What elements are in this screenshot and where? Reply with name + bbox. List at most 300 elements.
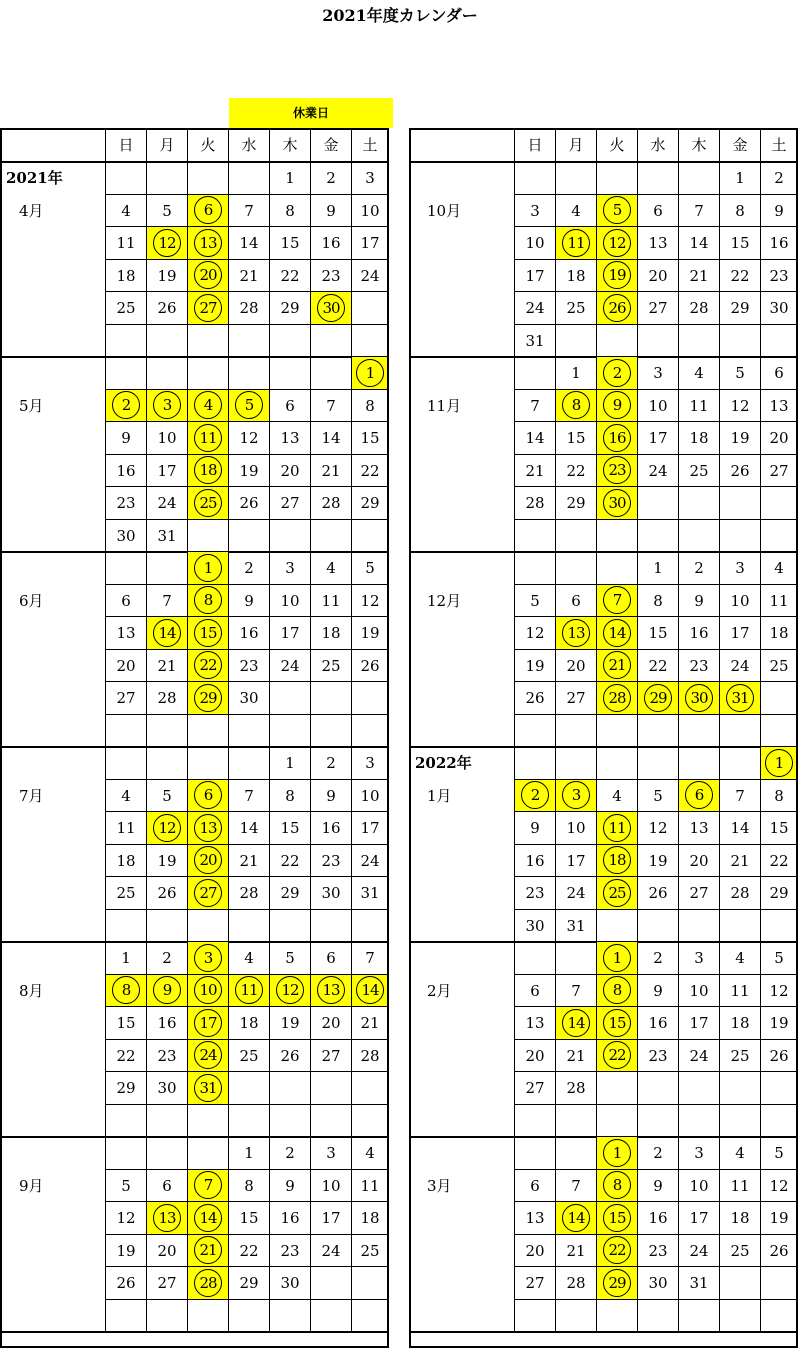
day-cell xyxy=(761,715,798,748)
holiday-day-cell xyxy=(188,487,229,520)
date: 10 xyxy=(525,234,545,252)
day-cell xyxy=(679,812,720,845)
date: 14 xyxy=(239,819,259,837)
day-cell xyxy=(720,1040,761,1073)
day-cell xyxy=(720,1235,761,1268)
month-label: 6月 xyxy=(19,591,44,610)
holiday-date: 14 xyxy=(153,619,181,647)
day-cell xyxy=(106,1040,147,1073)
holiday-date: 18 xyxy=(194,456,222,484)
date: 2 xyxy=(694,559,704,577)
day-cell xyxy=(556,552,597,585)
holiday-day-cell xyxy=(188,617,229,650)
holiday-date: 3 xyxy=(194,944,222,972)
date: 2 xyxy=(326,169,336,187)
day-cell xyxy=(761,520,798,553)
day-cell xyxy=(147,1105,188,1138)
day-cell xyxy=(352,845,389,878)
weekday-header: 土 xyxy=(761,128,798,162)
date: 22 xyxy=(730,266,750,285)
day-cell xyxy=(556,845,597,878)
date: 22 xyxy=(280,851,300,870)
date: 10 xyxy=(730,591,750,610)
holiday-date: 27 xyxy=(194,879,222,907)
day-cell xyxy=(679,942,720,975)
day-cell xyxy=(352,1007,389,1040)
day-cell xyxy=(147,585,188,618)
holiday-day-cell xyxy=(188,1040,229,1073)
day-cell xyxy=(352,1235,389,1268)
date: 6 xyxy=(653,201,663,220)
day-cell xyxy=(761,487,798,520)
holiday-date: 25 xyxy=(603,879,631,907)
day-cell xyxy=(229,1040,270,1073)
holiday-date: 2 xyxy=(603,359,631,387)
date: 3 xyxy=(285,559,295,577)
date: 29 xyxy=(116,1079,136,1097)
day-cell xyxy=(270,325,311,358)
day-cell xyxy=(761,617,798,650)
holiday-day-cell xyxy=(597,845,638,878)
month-label-cell xyxy=(409,162,515,357)
date: 6 xyxy=(530,1176,540,1195)
day-cell xyxy=(638,552,679,585)
month-label: 10月 xyxy=(427,201,462,220)
date: 27 xyxy=(321,1046,341,1065)
day-cell xyxy=(270,942,311,975)
date: 18 xyxy=(689,429,709,447)
day-cell xyxy=(352,1267,389,1300)
date: 23 xyxy=(648,1241,668,1260)
day-cell xyxy=(311,682,352,715)
day-cell xyxy=(720,1170,761,1203)
month-label-cell xyxy=(0,747,106,942)
day-cell xyxy=(229,1235,270,1268)
day-cell xyxy=(515,195,556,228)
date: 22 xyxy=(239,1241,259,1260)
date: 18 xyxy=(360,1209,380,1227)
day-cell xyxy=(147,650,188,683)
day-cell xyxy=(515,1202,556,1235)
day-cell xyxy=(720,650,761,683)
holiday-day-cell xyxy=(597,195,638,228)
holiday-legend: 休業日 xyxy=(229,98,393,128)
day-cell xyxy=(352,650,389,683)
date: 18 xyxy=(321,624,341,642)
holiday-date: 14 xyxy=(562,1204,590,1232)
month-label-cell xyxy=(409,747,515,942)
date: 25 xyxy=(689,461,709,480)
holiday-day-cell xyxy=(188,1170,229,1203)
holiday-day-cell xyxy=(188,1202,229,1235)
day-cell xyxy=(352,292,389,325)
date: 29 xyxy=(769,884,789,902)
date: 27 xyxy=(116,689,136,707)
holiday-date: 14 xyxy=(562,1009,590,1037)
day-cell xyxy=(229,1300,270,1333)
year-label: 2021年 xyxy=(6,169,63,187)
date: 15 xyxy=(280,234,300,252)
day-cell xyxy=(638,195,679,228)
day-cell xyxy=(106,877,147,910)
month-label: 7月 xyxy=(19,786,44,805)
date: 27 xyxy=(648,299,668,317)
date: 23 xyxy=(321,266,341,285)
date: 31 xyxy=(689,1274,709,1292)
date: 2 xyxy=(653,949,663,967)
month-label: 5月 xyxy=(19,396,44,415)
day-cell xyxy=(515,422,556,455)
holiday-date: 12 xyxy=(276,976,304,1004)
day-cell xyxy=(679,975,720,1008)
date: 20 xyxy=(525,1241,545,1260)
date: 10 xyxy=(280,591,300,610)
date: 31 xyxy=(360,884,380,902)
holiday-date: 28 xyxy=(603,684,631,712)
day-cell xyxy=(597,1300,638,1333)
holiday-day-cell xyxy=(147,390,188,423)
date: 15 xyxy=(360,429,380,447)
day-cell xyxy=(679,650,720,683)
day-cell xyxy=(311,357,352,390)
day-cell xyxy=(720,845,761,878)
holiday-day-cell xyxy=(270,975,311,1008)
weekday-header: 金 xyxy=(311,128,352,162)
day-cell xyxy=(106,292,147,325)
holiday-day-cell xyxy=(679,780,720,813)
date: 8 xyxy=(365,396,375,415)
day-cell xyxy=(352,1040,389,1073)
date: 10 xyxy=(360,201,380,220)
holiday-day-cell xyxy=(556,617,597,650)
weekday-header: 金 xyxy=(720,128,761,162)
day-cell xyxy=(720,747,761,780)
day-cell xyxy=(556,1040,597,1073)
day-cell xyxy=(147,845,188,878)
day-cell xyxy=(761,975,798,1008)
date: 18 xyxy=(239,1014,259,1032)
weekday-header: 木 xyxy=(679,128,720,162)
date: 28 xyxy=(239,884,259,902)
day-cell xyxy=(679,487,720,520)
date: 17 xyxy=(648,429,668,447)
day-cell xyxy=(556,455,597,488)
date: 30 xyxy=(525,916,545,935)
date: 10 xyxy=(360,786,380,805)
day-cell xyxy=(270,390,311,423)
date: 10 xyxy=(566,819,586,837)
day-cell xyxy=(761,1137,798,1170)
day-cell xyxy=(515,715,556,748)
day-cell xyxy=(597,162,638,195)
day-cell xyxy=(270,520,311,553)
date: 7 xyxy=(571,1176,581,1195)
day-cell xyxy=(229,162,270,195)
day-cell xyxy=(147,780,188,813)
day-cell xyxy=(515,390,556,423)
day-cell xyxy=(556,422,597,455)
date: 24 xyxy=(566,884,586,902)
day-cell xyxy=(515,325,556,358)
holiday-date: 23 xyxy=(603,456,631,484)
date: 19 xyxy=(769,1209,789,1227)
day-cell xyxy=(311,455,352,488)
holiday-day-cell xyxy=(515,780,556,813)
date: 5 xyxy=(365,559,375,577)
date: 19 xyxy=(280,1014,300,1032)
day-cell xyxy=(720,942,761,975)
holiday-day-cell xyxy=(188,877,229,910)
day-cell xyxy=(311,1072,352,1105)
day-cell xyxy=(311,487,352,520)
holiday-day-cell xyxy=(147,812,188,845)
day-cell xyxy=(352,942,389,975)
date: 6 xyxy=(162,1176,172,1195)
holiday-date: 11 xyxy=(235,976,263,1004)
holiday-date: 3 xyxy=(153,391,181,419)
day-cell xyxy=(679,1235,720,1268)
date: 20 xyxy=(321,1014,341,1032)
day-cell xyxy=(638,1202,679,1235)
day-cell xyxy=(229,455,270,488)
day-cell xyxy=(270,1170,311,1203)
day-cell xyxy=(229,422,270,455)
date: 24 xyxy=(525,299,545,317)
date: 12 xyxy=(730,396,750,415)
day-cell xyxy=(270,1267,311,1300)
day-cell xyxy=(352,487,389,520)
date: 3 xyxy=(365,169,375,187)
day-cell xyxy=(106,487,147,520)
date: 30 xyxy=(116,526,136,545)
day-cell xyxy=(270,227,311,260)
day-cell xyxy=(311,422,352,455)
month-label: 2月 xyxy=(427,981,452,1000)
date: 28 xyxy=(566,1079,586,1097)
day-cell xyxy=(515,487,556,520)
day-cell xyxy=(761,585,798,618)
holiday-date: 12 xyxy=(153,814,181,842)
date: 19 xyxy=(648,851,668,870)
date: 26 xyxy=(157,299,177,317)
holiday-day-cell xyxy=(597,1267,638,1300)
day-cell xyxy=(147,877,188,910)
date: 16 xyxy=(239,624,259,642)
date: 7 xyxy=(244,201,254,220)
day-cell xyxy=(761,780,798,813)
month-label: 11月 xyxy=(427,396,462,415)
day-cell xyxy=(106,325,147,358)
date: 19 xyxy=(769,1014,789,1032)
day-cell xyxy=(556,1300,597,1333)
month-label-cell xyxy=(0,357,106,552)
day-cell xyxy=(229,1007,270,1040)
date: 15 xyxy=(566,429,586,447)
day-cell xyxy=(106,195,147,228)
date: 15 xyxy=(648,624,668,642)
holiday-date: 12 xyxy=(153,229,181,257)
day-cell xyxy=(761,1202,798,1235)
date: 3 xyxy=(530,201,540,220)
day-cell xyxy=(270,812,311,845)
day-cell xyxy=(106,1105,147,1138)
day-cell xyxy=(270,747,311,780)
date: 11 xyxy=(321,591,341,610)
day-cell xyxy=(352,520,389,553)
date: 10 xyxy=(689,981,709,1000)
day-cell xyxy=(352,780,389,813)
day-cell xyxy=(188,1137,229,1170)
date: 6 xyxy=(326,949,336,967)
date: 26 xyxy=(730,461,750,480)
day-cell xyxy=(720,162,761,195)
date: 29 xyxy=(280,884,300,902)
date: 26 xyxy=(157,884,177,902)
date: 4 xyxy=(121,786,131,805)
day-cell xyxy=(515,227,556,260)
holiday-date: 13 xyxy=(194,814,222,842)
day-cell xyxy=(515,1170,556,1203)
date: 27 xyxy=(525,1274,545,1292)
holiday-day-cell xyxy=(188,585,229,618)
date: 6 xyxy=(285,396,295,415)
date: 30 xyxy=(769,299,789,317)
day-cell xyxy=(515,1040,556,1073)
date: 5 xyxy=(162,786,172,805)
day-cell xyxy=(720,195,761,228)
holiday-date: 9 xyxy=(153,976,181,1004)
date: 12 xyxy=(525,624,545,642)
day-cell xyxy=(352,812,389,845)
day-cell xyxy=(679,1137,720,1170)
holiday-day-cell xyxy=(188,455,229,488)
holiday-day-cell xyxy=(597,1007,638,1040)
day-cell xyxy=(679,455,720,488)
day-cell xyxy=(270,357,311,390)
day-cell xyxy=(106,1235,147,1268)
day-cell xyxy=(270,682,311,715)
day-cell xyxy=(638,390,679,423)
day-cell xyxy=(352,617,389,650)
holiday-day-cell xyxy=(720,682,761,715)
day-cell xyxy=(556,747,597,780)
date: 1 xyxy=(285,169,295,187)
date: 4 xyxy=(612,786,622,805)
day-cell xyxy=(270,195,311,228)
day-cell xyxy=(720,1267,761,1300)
day-cell xyxy=(147,487,188,520)
day-cell xyxy=(106,780,147,813)
day-cell xyxy=(720,227,761,260)
holiday-day-cell xyxy=(147,975,188,1008)
date: 19 xyxy=(525,656,545,675)
day-cell xyxy=(270,260,311,293)
holiday-date: 30 xyxy=(685,684,713,712)
holiday-day-cell xyxy=(556,227,597,260)
date: 28 xyxy=(730,884,750,902)
date: 28 xyxy=(525,494,545,512)
holiday-date: 21 xyxy=(603,651,631,679)
day-cell xyxy=(761,1007,798,1040)
day-cell xyxy=(229,1267,270,1300)
holiday-day-cell xyxy=(188,422,229,455)
day-cell xyxy=(106,942,147,975)
day-cell xyxy=(311,780,352,813)
day-cell xyxy=(679,325,720,358)
date: 23 xyxy=(116,494,136,512)
day-cell xyxy=(679,520,720,553)
holiday-day-cell xyxy=(597,1202,638,1235)
day-cell xyxy=(515,357,556,390)
date: 30 xyxy=(157,1079,177,1097)
day-cell xyxy=(515,1235,556,1268)
holiday-date: 8 xyxy=(562,391,590,419)
day-cell xyxy=(720,455,761,488)
day-cell xyxy=(720,260,761,293)
month-label: 1月 xyxy=(427,786,452,805)
day-cell xyxy=(229,1105,270,1138)
day-cell xyxy=(147,1137,188,1170)
day-cell xyxy=(761,455,798,488)
holiday-day-cell xyxy=(188,845,229,878)
day-cell xyxy=(106,682,147,715)
date: 13 xyxy=(116,624,136,642)
day-cell xyxy=(638,910,679,943)
date: 15 xyxy=(116,1014,136,1032)
day-cell xyxy=(515,650,556,683)
day-cell xyxy=(311,1202,352,1235)
day-cell xyxy=(188,162,229,195)
day-cell xyxy=(638,1267,679,1300)
date: 13 xyxy=(689,819,709,837)
day-cell xyxy=(679,1170,720,1203)
date: 26 xyxy=(769,1241,789,1260)
date: 8 xyxy=(285,786,295,805)
date: 29 xyxy=(239,1274,259,1292)
day-cell xyxy=(311,877,352,910)
date: 21 xyxy=(321,461,341,480)
date: 20 xyxy=(648,266,668,285)
day-cell xyxy=(515,292,556,325)
holiday-day-cell xyxy=(597,422,638,455)
day-cell xyxy=(679,877,720,910)
holiday-date: 24 xyxy=(194,1041,222,1069)
day-cell xyxy=(556,292,597,325)
day-cell xyxy=(515,585,556,618)
holiday-date: 14 xyxy=(603,619,631,647)
day-cell xyxy=(515,682,556,715)
holiday-date: 15 xyxy=(603,1204,631,1232)
day-cell xyxy=(106,1007,147,1040)
date: 7 xyxy=(244,786,254,805)
day-cell xyxy=(597,780,638,813)
holiday-date: 11 xyxy=(194,424,222,452)
day-cell xyxy=(229,520,270,553)
day-cell xyxy=(679,260,720,293)
date: 20 xyxy=(566,656,586,675)
day-cell xyxy=(761,422,798,455)
holiday-day-cell xyxy=(188,390,229,423)
date: 3 xyxy=(694,1144,704,1162)
date: 19 xyxy=(157,266,177,285)
date: 21 xyxy=(239,266,259,285)
date: 27 xyxy=(157,1274,177,1292)
date: 31 xyxy=(566,916,586,935)
day-cell xyxy=(229,682,270,715)
day-cell xyxy=(311,1170,352,1203)
date: 11 xyxy=(116,234,136,252)
date: 30 xyxy=(321,884,341,902)
